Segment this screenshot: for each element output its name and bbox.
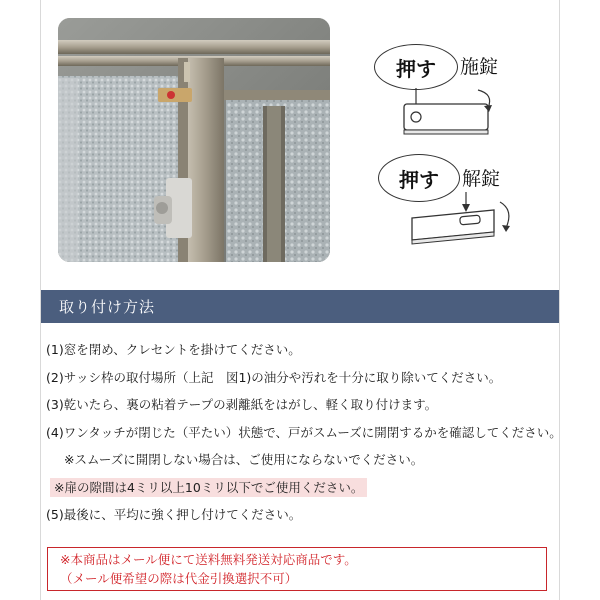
lock-plate-diagram bbox=[398, 80, 502, 140]
smooth-note-text: ※スムーズに開閉しない場合は、ご使用にならないでください。 bbox=[64, 452, 424, 467]
step-3: (3)乾いたら、裏の粘着テープの剥離紙をはがし、軽く取り付けます。 bbox=[46, 397, 438, 412]
unlock-push-label: 押す bbox=[399, 167, 439, 192]
notice-line-2: （メール便希望の際は代金引換選択不可） bbox=[60, 571, 298, 586]
installation-steps bbox=[46, 336, 562, 529]
smooth-note bbox=[46, 446, 556, 474]
product-photo bbox=[58, 18, 330, 262]
window-sash-illustration bbox=[58, 18, 330, 262]
lock-action-label: 施錠 bbox=[460, 56, 499, 78]
step-4: (4)ワンタッチが閉じた（平たい）状態で、戸がスムーズに開閉するかを確認してください。 bbox=[46, 424, 562, 440]
shipping-notice bbox=[47, 547, 547, 591]
step-1: (1)窓を閉め、クレセントを掛けてください。 bbox=[46, 342, 301, 357]
gap-note bbox=[46, 474, 556, 502]
notice-line-1: ※本商品はメール便にて送料無料発送対応商品です。 bbox=[60, 552, 357, 567]
unlock-plate-diagram bbox=[402, 188, 526, 252]
lock-push-label: 押す bbox=[396, 56, 436, 81]
section-title: 取り付け方法 bbox=[59, 298, 156, 316]
step-2: (2)サッシ枠の取付場所（上記 図1)の油分や汚れを十分に取り除いてください。 bbox=[46, 369, 502, 385]
section-heading bbox=[41, 290, 559, 323]
unlock-action-label: 解錠 bbox=[462, 168, 501, 190]
gap-note-text: ※扉の隙間は4ミリ以上10ミリ以下でご使用ください。 bbox=[50, 478, 367, 497]
step-5: (5)最後に、平均に強く押し付けてください。 bbox=[46, 507, 302, 522]
